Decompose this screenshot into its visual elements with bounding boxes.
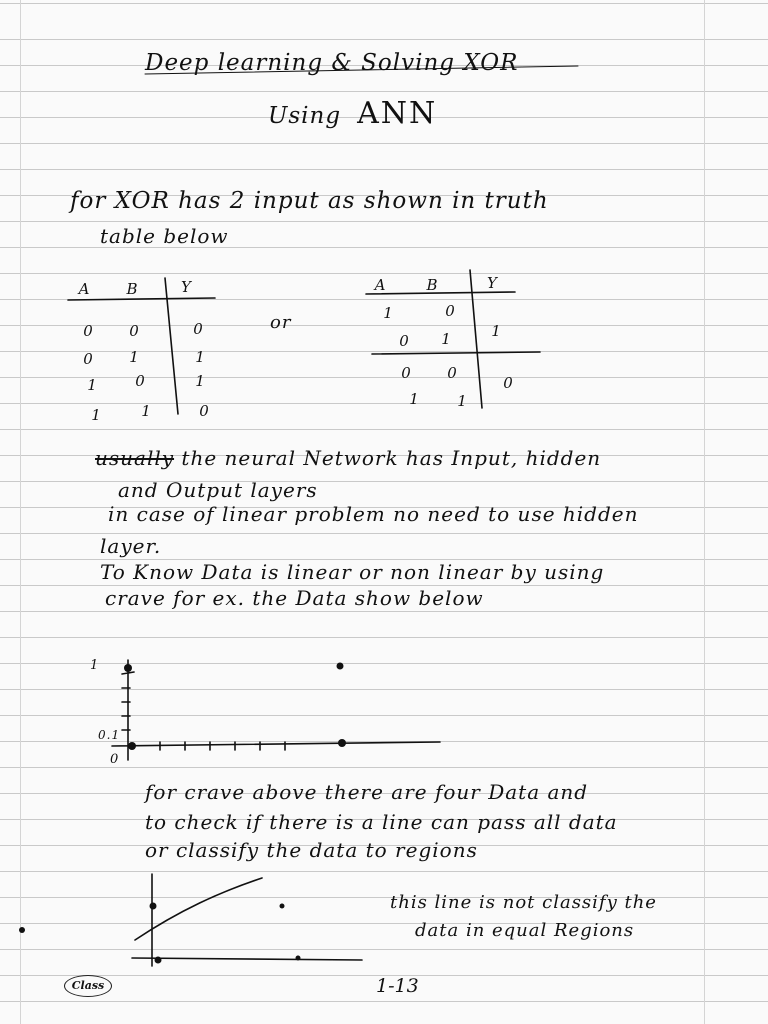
paragraph-line-5: To Know Data is linear or non linear by using xyxy=(100,560,605,584)
table-right-cell: 1 xyxy=(457,392,467,410)
table-left-cell: 1 xyxy=(129,348,139,366)
graph2-point xyxy=(150,903,157,910)
table-right-cell: 0 xyxy=(503,374,513,392)
graph1-y-label-01: 0.1 xyxy=(98,728,121,742)
table-right-cell: 1 xyxy=(491,322,501,340)
graph1-point xyxy=(338,739,346,747)
graph1-x-axis xyxy=(112,742,440,746)
table-left-cell: 1 xyxy=(141,402,151,420)
note-line-1: this line is not classify the xyxy=(390,892,657,913)
table-left-header-a: A xyxy=(78,280,90,298)
graph2-x-axis xyxy=(132,958,362,960)
table-left-cell: 0 xyxy=(83,322,93,340)
subtitle-prefix: Using xyxy=(268,103,342,129)
table-left-cell: 0 xyxy=(129,322,139,340)
table-right-cell: 0 xyxy=(401,364,411,382)
table-right-cell: 0 xyxy=(447,364,457,382)
graph2-point xyxy=(280,904,285,909)
table-left-cell: 0 xyxy=(193,320,203,338)
paragraph-line-3: in case of linear problem no need to use hidden xyxy=(108,502,639,526)
intro-line-1: for XOR has 2 input as shown in truth xyxy=(70,188,549,214)
table-right-divider xyxy=(470,270,482,408)
graph1-y-label-0: 0 xyxy=(110,752,120,767)
graph1-point xyxy=(128,742,136,750)
table-left-cell: 1 xyxy=(91,406,101,424)
table-left-cell: 0 xyxy=(135,372,145,390)
or-word: or xyxy=(270,312,292,333)
graph1-point xyxy=(337,663,344,670)
note-line-2: data in equal Regions xyxy=(415,920,635,941)
paragraph2-line-2: to check if there is a line can pass all data xyxy=(145,810,618,834)
table-left-cell: 1 xyxy=(195,372,205,390)
graph2-point xyxy=(155,957,162,964)
table-left-header-b: B xyxy=(126,280,138,298)
intro-line-2: table below xyxy=(100,224,229,248)
table-left-header-y: Y xyxy=(181,278,191,296)
table-left-cell: 0 xyxy=(83,350,93,368)
table-right-cell: 0 xyxy=(399,332,409,350)
table-left-cell: 1 xyxy=(195,348,205,366)
scratched-word: usually xyxy=(95,446,175,470)
paragraph-line-1-text: the neural Network has Input, hidden xyxy=(181,446,602,470)
table-right-cell: 1 xyxy=(409,390,419,408)
table-right-cell: 1 xyxy=(383,304,393,322)
graph2-point xyxy=(296,956,301,961)
page-number: 1-13 xyxy=(376,975,419,997)
table-right-header-underline xyxy=(366,292,515,294)
table-right-middle-line xyxy=(372,352,540,354)
graph1-point xyxy=(124,664,132,672)
table-left-header-underline xyxy=(68,298,215,300)
graph1-y-label-1: 1 xyxy=(90,658,100,673)
paragraph-line-2: and Output layers xyxy=(118,478,318,502)
table-right-header-a: A xyxy=(374,276,386,294)
table-right-header-b: B xyxy=(426,276,438,294)
title-underline xyxy=(145,66,578,74)
margin-dot xyxy=(19,927,25,933)
page-title: Deep learning & Solving XOR xyxy=(145,50,519,76)
table-right-header-y: Y xyxy=(487,274,497,292)
subtitle-ann: ANN xyxy=(357,96,438,131)
paragraph-line-6: crave for ex. the Data show below xyxy=(105,586,484,610)
table-left-cell: 1 xyxy=(87,376,97,394)
class-logo: Class xyxy=(64,975,112,997)
paragraph2-line-3: or classify the data to regions xyxy=(145,838,478,862)
table-left-cell: 0 xyxy=(199,402,209,420)
paragraph-line-4: layer. xyxy=(100,534,162,558)
table-right-cell: 0 xyxy=(445,302,455,320)
paragraph2-line-1: for crave above there are four Data and xyxy=(145,780,589,804)
table-right-cell: 1 xyxy=(441,330,451,348)
graph1-x-ticks xyxy=(160,742,285,750)
